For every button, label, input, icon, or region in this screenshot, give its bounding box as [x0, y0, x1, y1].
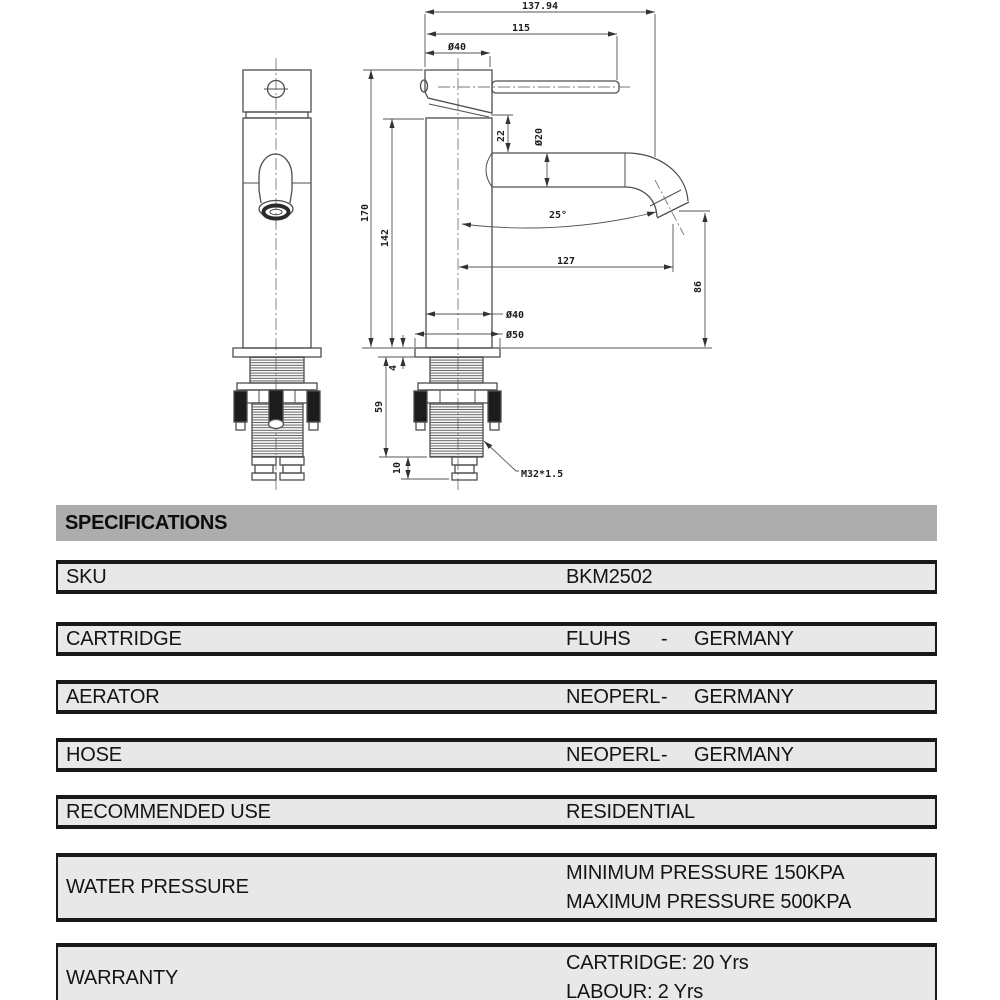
table-row-hose: [56, 738, 937, 772]
value-separator: -: [661, 743, 668, 766]
specifications-header: [56, 505, 937, 541]
value-country: GERMANY: [694, 627, 794, 650]
mount-bolt-right-side: [488, 391, 501, 422]
value-line-2: LABOUR: 2 Yrs: [566, 981, 704, 1000]
hose-connector-right: [280, 457, 304, 480]
dim-lever-reach: 115: [511, 23, 531, 34]
table-row-recommended-use: [56, 795, 937, 829]
row-label: WATER PRESSURE: [66, 876, 249, 898]
specifications-title: SPECIFICATIONS: [65, 511, 228, 534]
row-value: [566, 857, 935, 918]
dim-top-diameter: Ø40: [447, 42, 467, 53]
value-line-2: MAXIMUM PRESSURE 500KPA: [566, 890, 852, 913]
value-line-1: CARTRIDGE: 20 Yrs: [566, 952, 749, 974]
value-country: GERMANY: [694, 743, 794, 766]
row-label: HOSE: [66, 743, 122, 766]
row-label: AERATOR: [66, 685, 160, 708]
lock-nut-side: [421, 390, 494, 403]
neck-ring-front: [246, 112, 308, 118]
spout-tip-axis: [655, 180, 684, 235]
spout-dome-front: [259, 154, 292, 203]
value-line-1: MINIMUM PRESSURE 150KPA: [566, 861, 845, 884]
value-separator: -: [661, 627, 668, 650]
spout-tip-seam: [650, 190, 681, 206]
hose-connector-side: [452, 457, 477, 480]
front-view: [233, 58, 321, 490]
table-row-warranty: [56, 943, 937, 1000]
lock-flange-front: [237, 383, 317, 390]
shank-thread-side: [430, 357, 483, 383]
deck-flange-side: [415, 348, 500, 357]
side-view: [414, 58, 689, 490]
row-label: CARTRIDGE: [66, 627, 182, 650]
row-value: [566, 684, 935, 710]
value-brand: FLUHS: [566, 627, 631, 650]
dim-spout-diameter: Ø20: [534, 127, 545, 147]
row-label: RECOMMENDED USE: [66, 800, 271, 823]
thread-leader: [484, 441, 519, 471]
row-value: RESIDENTIAL: [566, 800, 695, 823]
row-value: BKM2502: [566, 565, 653, 588]
dim-outlet-height: 86: [693, 280, 704, 294]
stud-front: [269, 390, 283, 421]
dim-overall-width: 137.94: [521, 1, 559, 12]
shank-thread-front: [250, 357, 304, 383]
dim-neck-height: 22: [496, 129, 507, 143]
aerator-ring: [264, 206, 289, 219]
lower-thread-side: [430, 403, 483, 457]
table-row-aerator: [56, 680, 937, 714]
value-brand: NEOPERL: [566, 685, 661, 708]
lock-nut-facets-side: [440, 390, 475, 403]
dim-tail-length: 10: [392, 461, 403, 475]
bolt-foot-left: [236, 422, 245, 430]
row-label: SKU: [66, 565, 107, 588]
deck-flange-front: [233, 348, 321, 357]
table-row-sku: [56, 560, 937, 594]
row-value: [566, 626, 935, 652]
value-separator: -: [661, 685, 668, 708]
body-front: [243, 118, 311, 348]
screw-boss-side: [421, 80, 428, 92]
dim-deck-thickness: 4: [388, 364, 399, 372]
dim-flange-diameter: Ø50: [506, 330, 525, 341]
table-row-water-pressure: [56, 853, 937, 922]
row-value: [566, 947, 935, 1000]
dim-total-height: 170: [360, 203, 371, 223]
stud-tip: [269, 420, 284, 429]
value-country: GERMANY: [694, 685, 794, 708]
body-side: [426, 118, 492, 348]
dim-spout-angle: 25°: [548, 210, 568, 221]
handle-head-side: [425, 70, 492, 113]
dim-shank-length: 59: [374, 400, 385, 414]
table-row-cartridge: [56, 622, 937, 656]
spout-weld-arc: [486, 153, 492, 187]
dim-base-diameter: Ø40: [506, 310, 525, 321]
hose-connector-left: [252, 457, 276, 480]
bolt-foot-right: [309, 422, 318, 430]
spout-tip-face: [657, 202, 689, 218]
mount-bolt-left-side: [414, 391, 427, 422]
bolt-foot-left-side: [416, 422, 425, 430]
row-value: [566, 742, 935, 768]
spout-outer-curve: [627, 153, 688, 201]
dim-body-height: 142: [380, 228, 391, 248]
mount-bolt-left: [234, 391, 247, 422]
bolt-foot-right-side: [490, 422, 499, 430]
row-label: WARRANTY: [66, 966, 179, 989]
dim-spout-reach: 127: [556, 256, 576, 267]
lock-flange-side: [418, 383, 497, 390]
mount-bolt-right: [307, 391, 320, 422]
value-brand: NEOPERL: [566, 743, 661, 766]
dim-thread-spec: M32*1.5: [521, 469, 564, 480]
handle-head-front: [243, 70, 311, 112]
dimension-labels: [360, 1, 704, 480]
